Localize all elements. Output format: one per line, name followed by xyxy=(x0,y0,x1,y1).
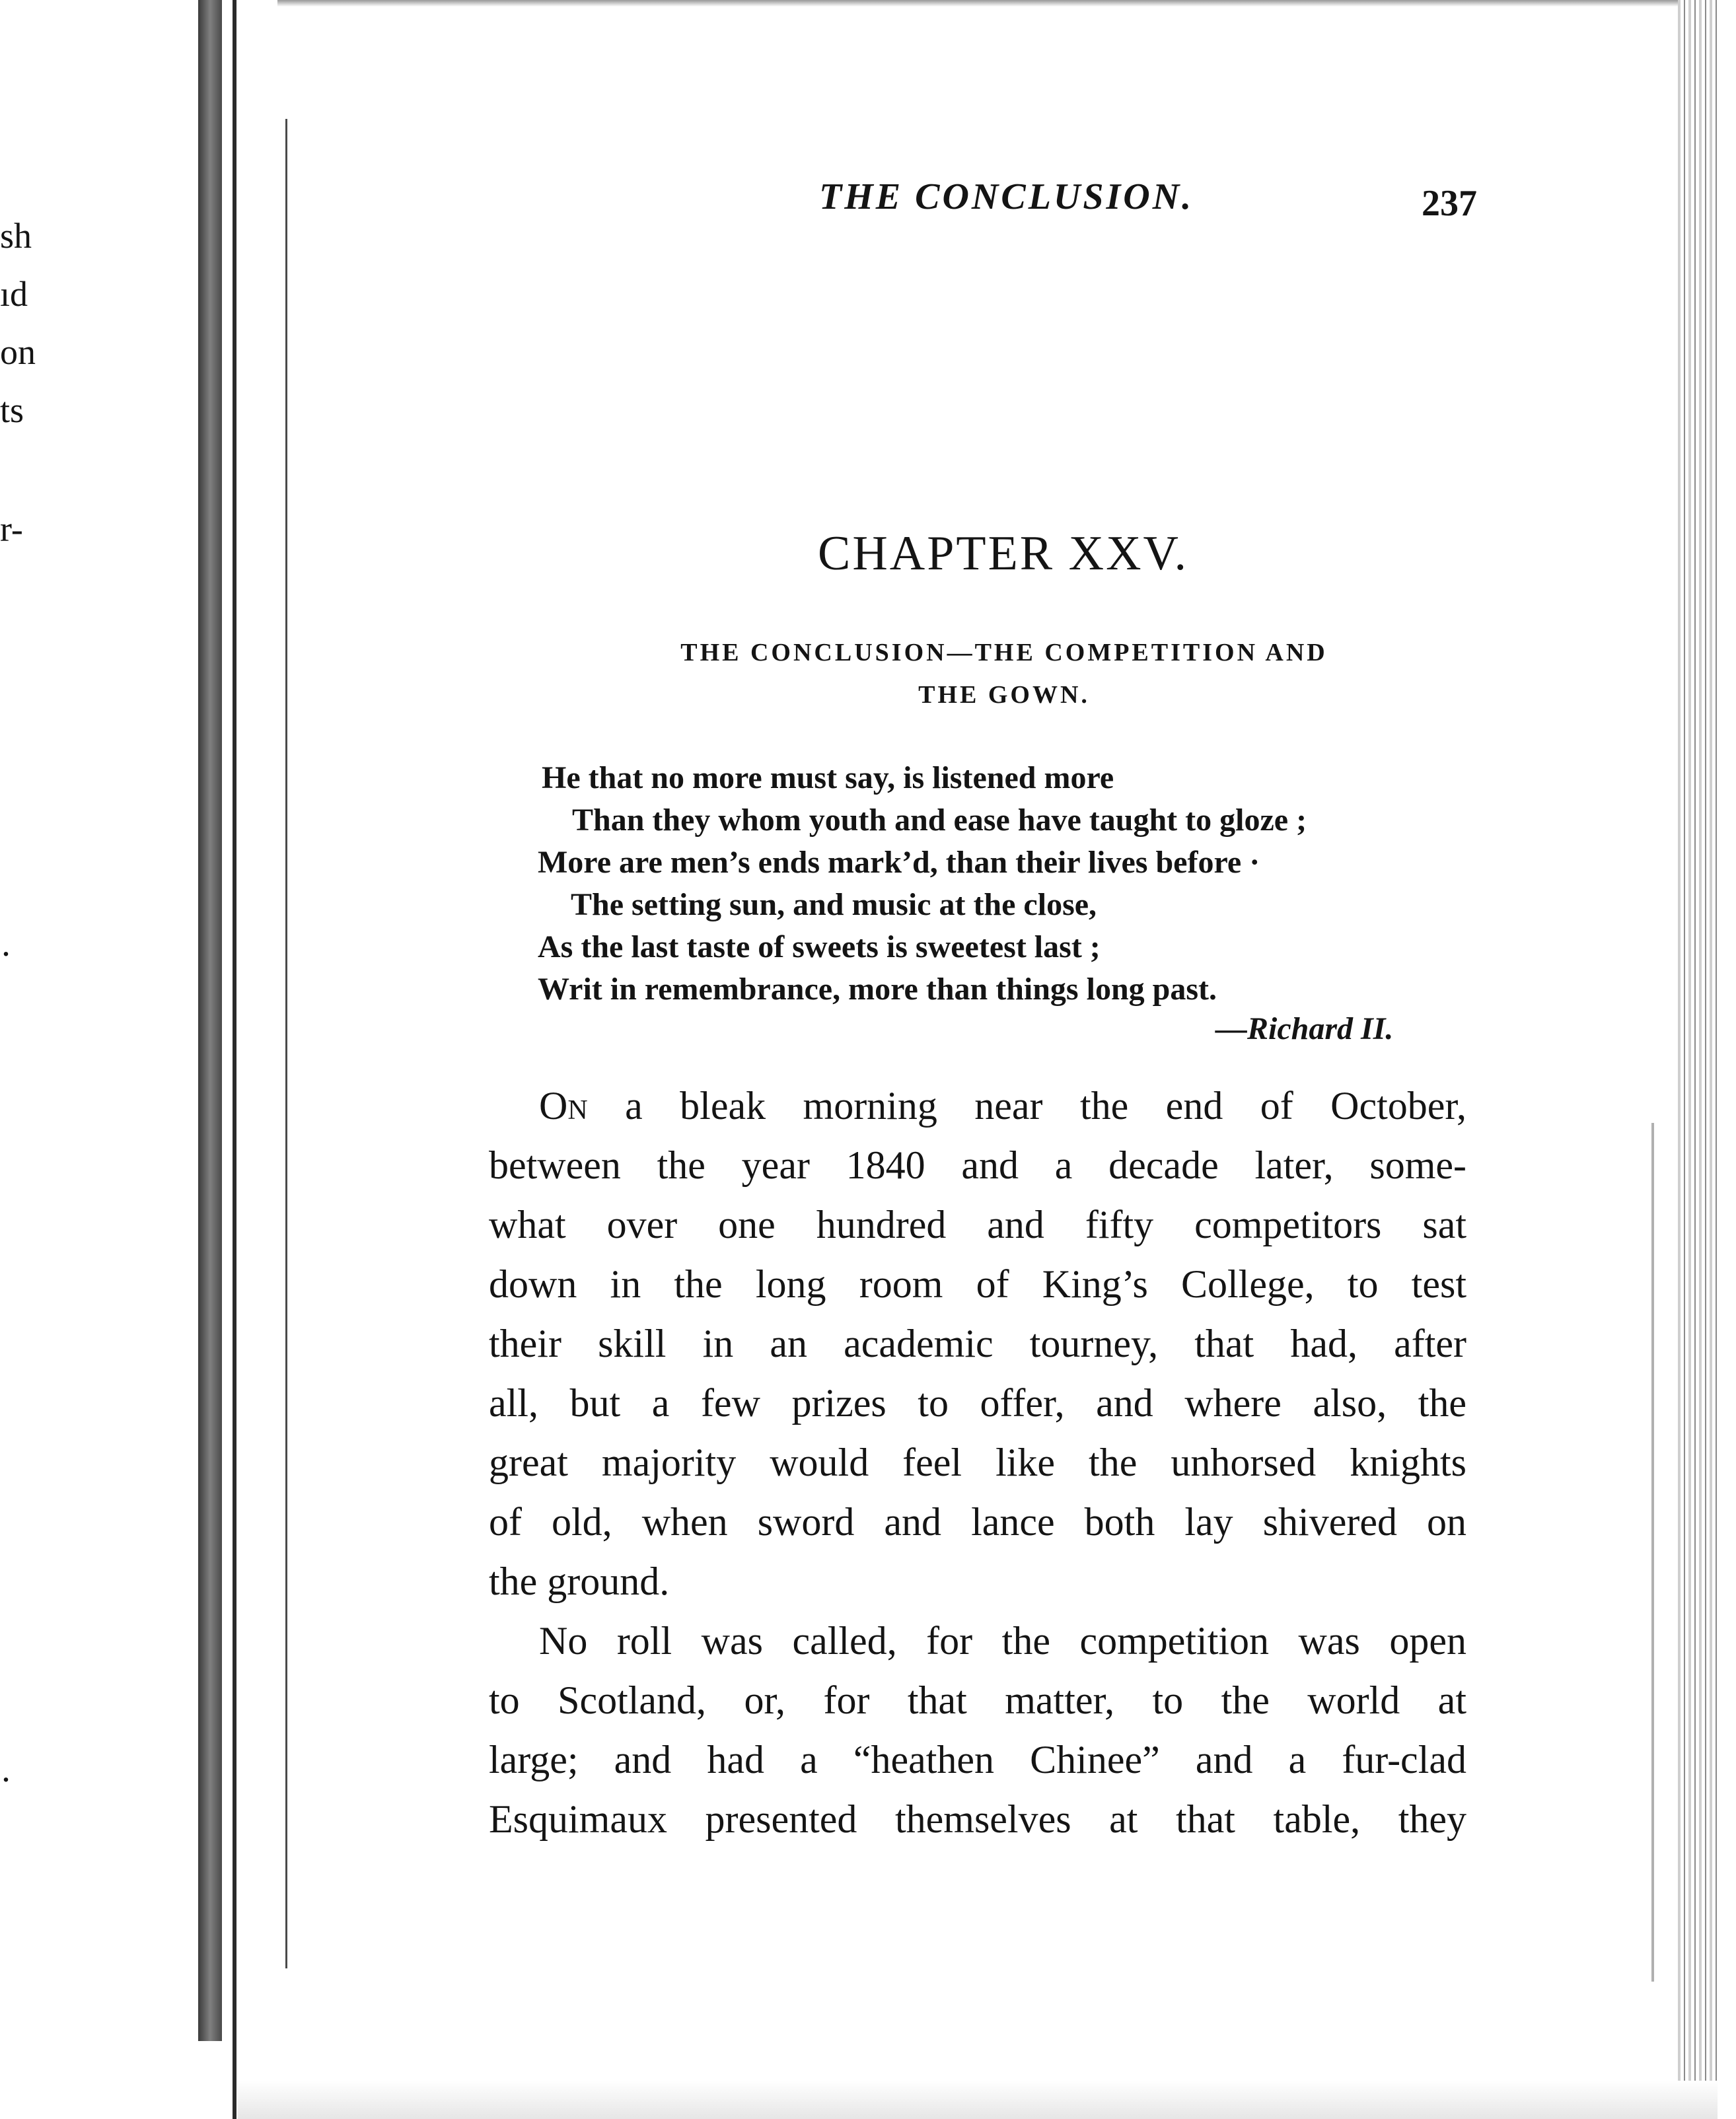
body-line: No roll was called, for the competition was open xyxy=(539,1619,1466,1663)
chapter-subtitle-line: THE GOWN. xyxy=(918,681,1090,709)
page-stack-edge xyxy=(1678,0,1718,2119)
page-bottom-shade xyxy=(238,2081,1718,2119)
body-line: between the year 1840 and a decade later, some- xyxy=(489,1143,1466,1187)
epigraph-line: More are men’s ends mark’d, than their lives before · xyxy=(538,845,1260,880)
prev-page-fragment: on xyxy=(0,332,36,372)
chapter-heading: CHAPTER XXV. xyxy=(818,526,1188,581)
paragraph-first-word: On xyxy=(539,1084,588,1128)
body-line: great majority would feel like the unhorsed knights xyxy=(489,1441,1466,1484)
body-line: Esquimaux presented themselves at that table, they xyxy=(489,1797,1466,1841)
prev-page-fragment: ıd xyxy=(0,274,28,314)
epigraph-line: Than they whom youth and ease have taught to gloze ; xyxy=(572,803,1307,838)
page-edge-inner-line xyxy=(1651,1123,1654,1982)
prev-page-fragment: sh xyxy=(0,216,32,256)
running-title: THE CONCLUSION. xyxy=(819,176,1194,217)
chapter-subtitle-line: THE CONCLUSION—THE COMPETITION AND xyxy=(680,639,1328,666)
epigraph-line: Writ in remembrance, more than things long past. xyxy=(538,972,1217,1007)
body-line: all, but a few prizes to offer, and where also, the xyxy=(489,1381,1466,1425)
epigraph-line: He that no more must say, is listened more xyxy=(542,760,1114,795)
prev-page-mark: . xyxy=(3,932,9,962)
body-line xyxy=(539,1083,1466,1129)
body-line: to Scotland, or, for that matter, to the world at xyxy=(489,1678,1466,1722)
page-number: 237 xyxy=(1422,183,1477,224)
prev-page-fragment: ts xyxy=(0,390,24,430)
body-line: the ground. xyxy=(489,1560,670,1603)
book-spine-line xyxy=(233,0,236,2119)
body-line: what over one hundred and fifty competitors sat xyxy=(489,1203,1466,1246)
body-line: large; and had a “heathen Chinee” and a fur-clad xyxy=(489,1738,1466,1781)
book-spine-shadow xyxy=(198,0,222,2041)
epigraph-line: The setting sun, and music at the close, xyxy=(571,887,1097,922)
body-line-text: a bleak morning near the end of October, xyxy=(625,1084,1466,1128)
page-gutter-line xyxy=(285,119,287,1968)
epigraph-attribution: —Richard II. xyxy=(1215,1011,1394,1046)
body-line: of old, when sword and lance both lay shivered on xyxy=(489,1500,1466,1544)
epigraph-line: As the last taste of sweets is sweetest last ; xyxy=(538,929,1101,964)
body-line: their skill in an academic tourney, that had, after xyxy=(489,1322,1466,1365)
prev-page-fragment: r- xyxy=(0,509,23,549)
body-line: down in the long room of King’s College, to test xyxy=(489,1262,1466,1306)
prev-page-mark: . xyxy=(3,1758,9,1787)
page-top-edge xyxy=(277,0,1718,7)
